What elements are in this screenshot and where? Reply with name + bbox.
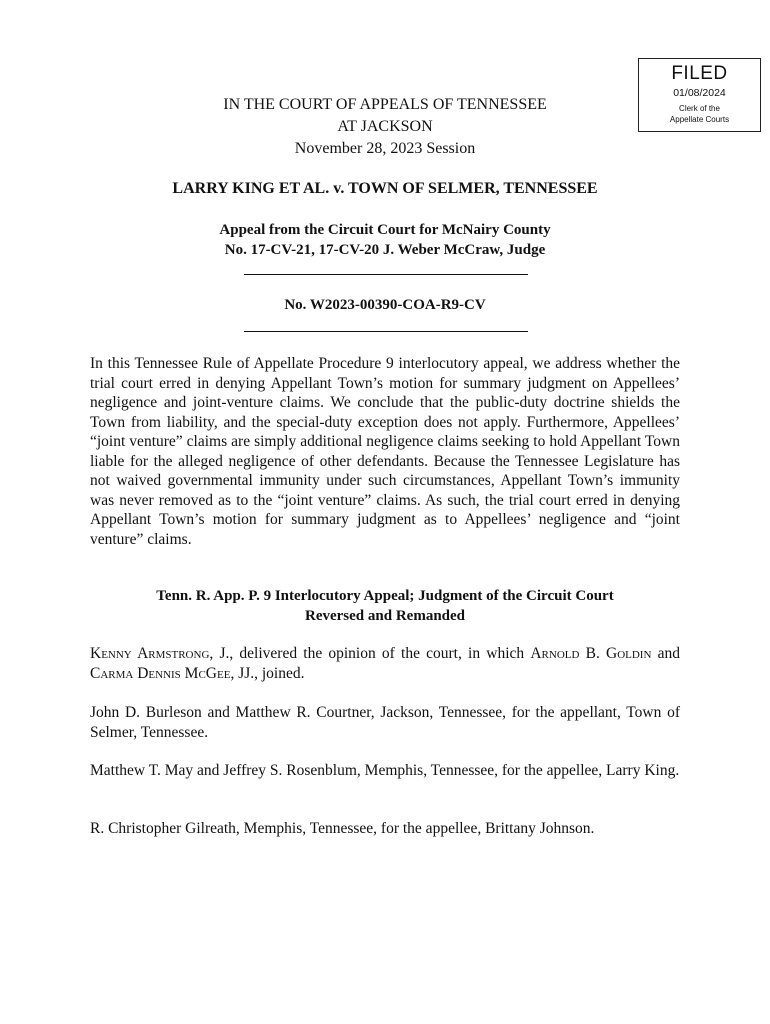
appeal-from-line-1: Appeal from the Circuit Court for McNairy County	[219, 222, 551, 238]
judge-mcgee: Carma Dennis McGee	[90, 664, 231, 682]
appeal-from-line-2: No. 17-CV-21, 17-CV-20 J. Weber McCraw, Judge	[224, 242, 546, 258]
filed-status: FILED	[671, 63, 728, 84]
opinion-paragraph	[90, 644, 680, 683]
opinion-text-2: and	[651, 645, 680, 662]
court-name: IN THE COURT OF APPEALS OF TENNESSEE	[223, 96, 547, 113]
opinion-text-1: , J., delivered the opinion of the court, in which	[209, 645, 531, 662]
appeal-from	[90, 220, 680, 260]
filed-date: 01/08/2024	[673, 87, 726, 99]
clerk-line-1: Clerk of the	[679, 104, 720, 113]
opinion-text-3: , JJ., joined.	[230, 664, 305, 682]
divider-bottom	[244, 331, 528, 332]
clerk-line-2: Appellate Courts	[669, 115, 730, 124]
docket-number: No. W2023-00390-COA-R9-CV	[284, 297, 486, 313]
counsel-appellant: John D. Burleson and Matthew R. Courtner, Jackson, Tennessee, for the appellant, Town of Selmer, Tennessee.	[90, 704, 680, 741]
disposition-line-1: Tenn. R. App. P. 9 Interlocutory Appeal; Judgment of the Circuit Court	[156, 588, 614, 604]
court-location: AT JACKSON	[337, 118, 433, 135]
abstract-paragraph: In this Tennessee Rule of Appellate Procedure 9 interlocutory appeal, we address whether the trial court erred in denying Appellant Town’s motion for summary judgment on Appellees’ negligence and joint-venture claims. We conclude that the public-duty doctrine shields the Town from liability, and the special-duty exception does not apply. Furthermore, Appellees’ “joint venture” claims are simply additional negligence claims seeking to hold Appellant Town liable for the alleged negligence of other defendants. Because the Tennessee Legislature has not waived governmental immunity under such circumstances, Appellant Town’s immunity was never removed as to the “joint venture” claims. As such, the trial court erred in denying Appellant Town’s motion for summary judgment as to Appellees’ negligence and “joint venture” claims.	[90, 355, 680, 548]
disposition-line-2: Reversed and Remanded	[305, 607, 465, 624]
counsel-appellee-king: Matthew T. May and Jeffrey S. Rosenblum, Memphis, Tennessee, for the appellee, Larry King.	[90, 762, 680, 779]
counsel-appellee-johnson: R. Christopher Gilreath, Memphis, Tennessee, for the appellee, Brittany Johnson.	[90, 820, 595, 837]
disposition	[90, 587, 680, 626]
court-session: November 28, 2023 Session	[294, 140, 476, 157]
case-title: LARRY KING ET AL. v. TOWN OF SELMER, TENNESSEE	[172, 180, 598, 197]
author-name: Kenny Armstrong	[90, 645, 210, 662]
divider-top	[244, 274, 528, 275]
judge-goldin: Arnold B. Goldin	[530, 645, 652, 662]
